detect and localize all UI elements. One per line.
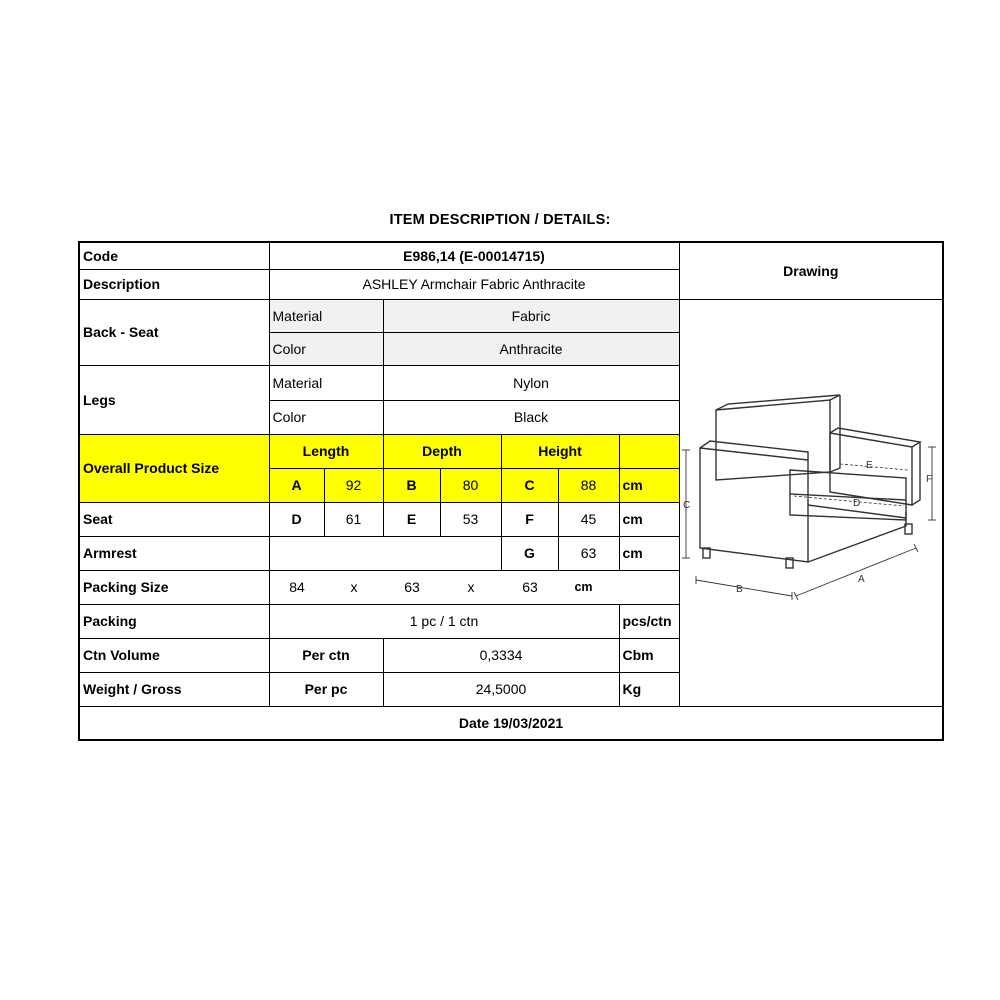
legs-color-label: Color bbox=[269, 400, 383, 434]
dim-b-value: 80 bbox=[440, 468, 501, 502]
drawing-letter-a: A bbox=[857, 573, 865, 585]
packing-size-height: 63 bbox=[522, 579, 538, 595]
seat-label: Seat bbox=[79, 502, 269, 536]
packing-size-unit: cm bbox=[574, 580, 593, 594]
legs-label: Legs bbox=[79, 365, 269, 434]
overall-size-label: Overall Product Size bbox=[79, 434, 269, 502]
drawing-letter-d: D bbox=[852, 497, 860, 509]
code-value: E986,14 (E-00014715) bbox=[269, 242, 679, 269]
packing-size-label: Packing Size bbox=[79, 570, 269, 604]
description-value: ASHLEY Armchair Fabric Anthracite bbox=[269, 269, 679, 299]
back-seat-color-value: Anthracite bbox=[383, 332, 679, 365]
back-seat-color-label: Color bbox=[269, 332, 383, 365]
packing-label: Packing bbox=[79, 604, 269, 638]
packing-size-length: 84 bbox=[289, 579, 305, 595]
armchair-drawing bbox=[680, 300, 942, 706]
packing-size-x1: x bbox=[350, 579, 358, 595]
armrest-unit: cm bbox=[619, 536, 679, 570]
legs-color-value: Black bbox=[383, 400, 679, 434]
back-seat-material-value: Fabric bbox=[383, 299, 679, 332]
armrest-label: Armrest bbox=[79, 536, 269, 570]
dim-b-letter: B bbox=[383, 468, 440, 502]
ctn-volume-label: Ctn Volume bbox=[79, 638, 269, 672]
weight-value: 24,5000 bbox=[383, 672, 619, 706]
armrest-empty-cell bbox=[269, 536, 501, 570]
overall-empty-cell bbox=[619, 434, 679, 468]
dim-d-letter: D bbox=[269, 502, 324, 536]
weight-per: Per pc bbox=[269, 672, 383, 706]
depth-header: Depth bbox=[383, 434, 501, 468]
packing-unit: pcs/ctn bbox=[619, 604, 679, 638]
legs-material-label: Material bbox=[269, 365, 383, 400]
dim-f-value: 45 bbox=[558, 502, 619, 536]
backrest-front bbox=[716, 400, 830, 480]
dim-a-value: 92 bbox=[324, 468, 383, 502]
dim-d-value: 61 bbox=[324, 502, 383, 536]
packing-size-x2: x bbox=[467, 579, 475, 595]
length-header: Length bbox=[269, 434, 383, 468]
drawing-letter-c: C bbox=[682, 499, 690, 511]
packing-value: 1 pc / 1 ctn bbox=[269, 604, 619, 638]
ctn-volume-unit: Cbm bbox=[619, 638, 679, 672]
packing-size-depth: 63 bbox=[404, 579, 420, 595]
description-label: Description bbox=[79, 269, 269, 299]
dim-f-letter: F bbox=[501, 502, 558, 536]
drawing-letter-f: F bbox=[925, 473, 932, 485]
drawing-cell bbox=[679, 299, 943, 706]
back-seat-label: Back - Seat bbox=[79, 299, 269, 365]
dim-e-value: 53 bbox=[440, 502, 501, 536]
code-label: Code bbox=[79, 242, 269, 269]
seat-unit: cm bbox=[619, 502, 679, 536]
back-seat-material-label: Material bbox=[269, 299, 383, 332]
dim-c-value: 88 bbox=[558, 468, 619, 502]
drawing-letter-e: E bbox=[865, 459, 873, 471]
dim-a-letter: A bbox=[269, 468, 324, 502]
document-date: Date 19/03/2021 bbox=[79, 706, 943, 740]
overall-unit: cm bbox=[619, 468, 679, 502]
height-header: Height bbox=[501, 434, 619, 468]
weight-unit: Kg bbox=[619, 672, 679, 706]
ctn-volume-per: Per ctn bbox=[269, 638, 383, 672]
item-details-table bbox=[78, 241, 944, 741]
document-title: ITEM DESCRIPTION / DETAILS: bbox=[389, 212, 611, 228]
weight-label: Weight / Gross bbox=[79, 672, 269, 706]
dim-g-value: 63 bbox=[558, 536, 619, 570]
drawing-label: Drawing bbox=[679, 242, 943, 299]
ctn-volume-value: 0,3334 bbox=[383, 638, 619, 672]
legs-material-value: Nylon bbox=[383, 365, 679, 400]
drawing-letter-b: B bbox=[735, 583, 743, 595]
dim-g-letter: G bbox=[501, 536, 558, 570]
dim-e-letter: E bbox=[383, 502, 440, 536]
dim-c-letter: C bbox=[501, 468, 558, 502]
